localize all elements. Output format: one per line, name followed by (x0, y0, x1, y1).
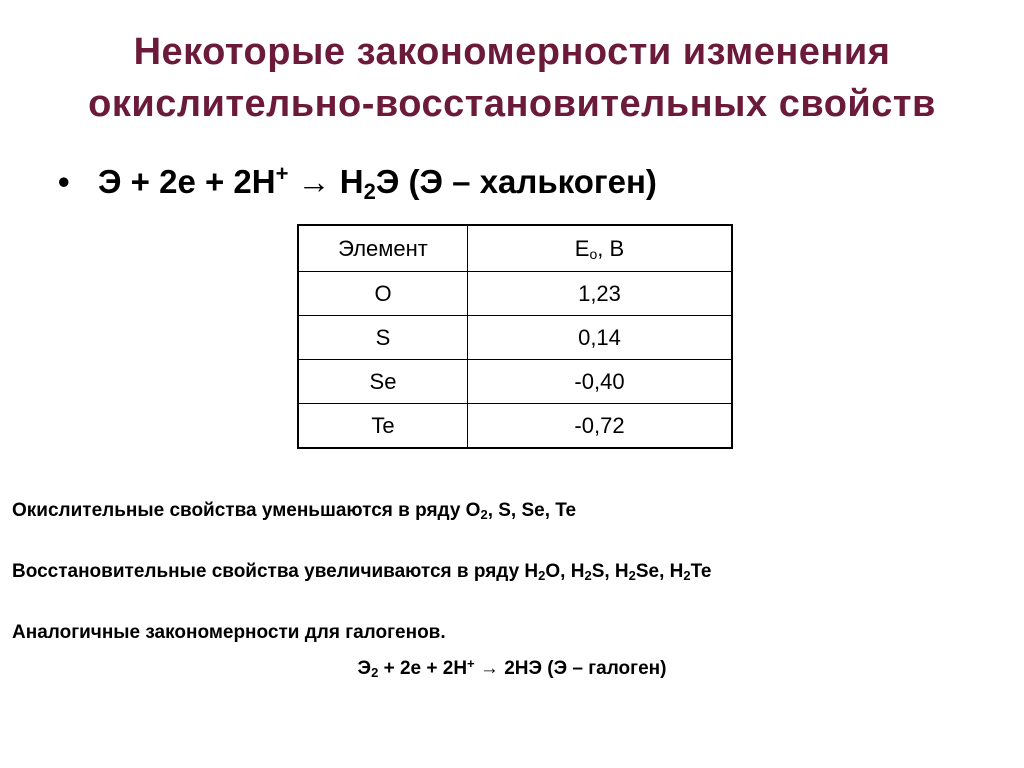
header-element: Элемент (298, 225, 468, 272)
cell-element: O (298, 272, 468, 316)
reaction-arrow: → (288, 163, 340, 200)
table-row (298, 316, 732, 360)
oxidizing-statement: Окислительные свойства уменьшаются в ряду $O_2$, S, Se, Te (12, 500, 577, 522)
cell-element: S (298, 316, 468, 360)
halogen-reaction: $Э_2 + 2e + 2H^+ \to 2HЭ$ (Э – галоген) (357, 656, 667, 680)
reducing-statement: Восстановительные свойства увеличиваются в ряду $H_2O$, $H_2S$, $H_2Se$, $H_2Te$ (12, 561, 712, 583)
reaction-product: H (339, 163, 364, 200)
title-line-2: окислительно-восстановительных свойств (88, 83, 936, 125)
table-row (298, 360, 732, 404)
table-header-row (298, 225, 732, 272)
cell-value: 1,23 (468, 272, 733, 316)
cell-element: Te (298, 404, 468, 449)
cell-value: 0,14 (468, 316, 733, 360)
cell-value: -0,72 (468, 404, 733, 449)
halogen-analogy: Аналогичные закономерности для галогенов. (12, 622, 446, 643)
table-row (298, 272, 732, 316)
reaction-product-index: 2 (363, 179, 376, 204)
bullet-marker: • (58, 163, 70, 200)
header-potential: $E_o$, В (468, 225, 733, 272)
title-line-1: Некоторые закономерности изменения (133, 31, 891, 73)
slide-title (0, 26, 1024, 130)
reaction-tail: Э (Э – халькоген) (375, 163, 657, 200)
reaction-left: Э + 2e + 2H (98, 163, 276, 200)
cell-element: Se (298, 360, 468, 404)
table-row (298, 404, 732, 449)
potential-table (297, 224, 733, 449)
reaction-charge: + (275, 161, 289, 186)
chalcogen-reaction (58, 160, 657, 204)
cell-value: -0,40 (468, 360, 733, 404)
